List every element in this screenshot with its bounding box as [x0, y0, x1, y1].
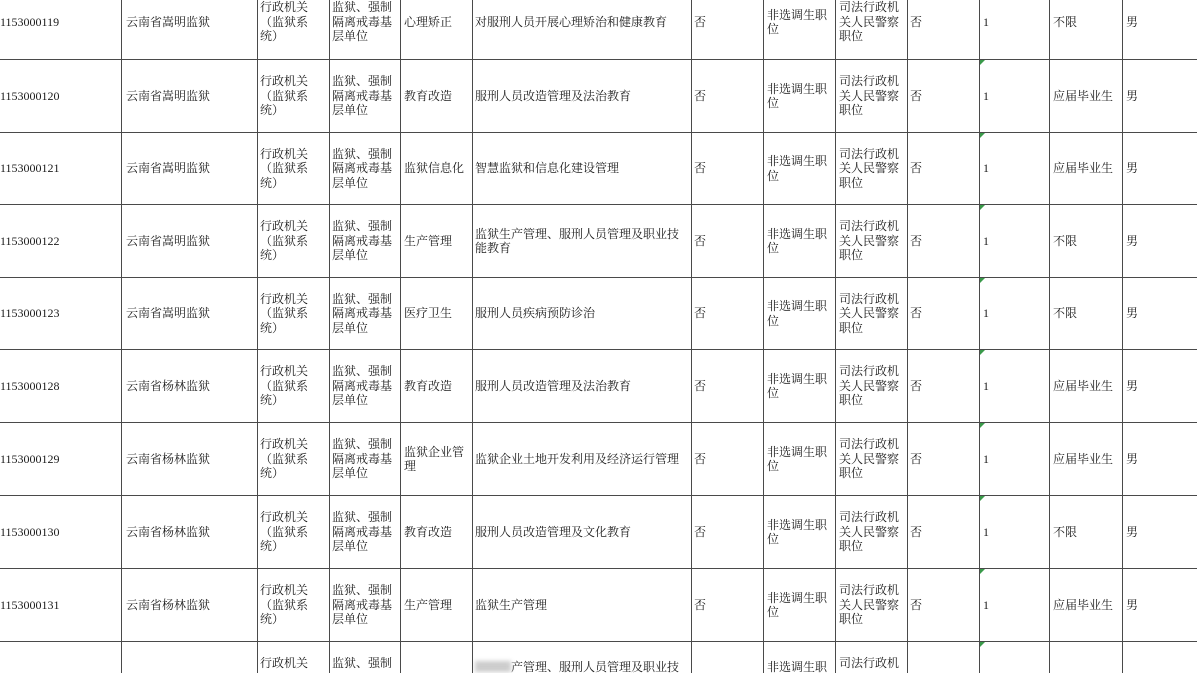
cell-text: 司法行政机 关人民警察 职位 — [839, 510, 900, 554]
cell-text: 生产管理 — [404, 233, 453, 248]
position-name-cell — [401, 423, 473, 496]
flag-cell — [908, 423, 980, 496]
police-type-cell — [836, 350, 908, 423]
cell-text: 男 — [1126, 451, 1139, 466]
cell-text: 否 — [694, 88, 707, 103]
headcount-cell — [980, 133, 1050, 205]
cell-text: 非选调生职 位 — [767, 371, 828, 400]
cell-text: 行政机关 （监狱系 统） — [260, 0, 309, 44]
cell-text: 否 — [694, 233, 707, 248]
cell-text: 应届毕业生 — [1053, 88, 1114, 103]
cell-text: 男 — [1126, 378, 1139, 393]
table-row — [0, 205, 1197, 278]
unit-type-cell — [258, 569, 330, 642]
cell-text: 1 — [983, 306, 989, 321]
cell-text: 云南省嵩明监狱 — [126, 233, 211, 248]
unit-level-cell — [330, 205, 401, 278]
cell-text: 监狱、强制 隔离戒毒基 层单位 — [332, 74, 393, 118]
cell-text: 对服刑人员开展心理矫治和健康教育 — [475, 14, 668, 29]
flag-cell — [692, 60, 764, 133]
cell-text: 行政机关 （监狱系 统） — [260, 583, 309, 627]
unit-type-cell — [258, 496, 330, 569]
position-code-cell — [0, 569, 122, 642]
cell-text: 否 — [910, 451, 923, 466]
cell-text: 1 — [983, 88, 989, 103]
education-cell — [1050, 642, 1123, 673]
cell-text: 司法行政机 关人民警察 职位 — [839, 146, 900, 190]
cell-text: 否 — [910, 306, 923, 321]
cell-text: 云南省嵩明监狱 — [126, 14, 211, 29]
cell-text: 行政机关 （监狱系 统） — [260, 146, 309, 190]
cell-text: 1153000123 — [0, 306, 60, 321]
cell-text: 男 — [1126, 524, 1139, 539]
cell-text: 非选调生职 位 — [767, 7, 828, 36]
blurred-text-smudge — [475, 661, 511, 672]
cell-text: 应届毕业生 — [1053, 378, 1114, 393]
cell-text: 监狱企业管 理 — [404, 444, 465, 473]
cell-text: 行政机关 （监狱系 统） — [260, 219, 309, 263]
police-type-cell — [836, 569, 908, 642]
position-code-cell — [0, 0, 122, 60]
recruit-type-cell — [764, 278, 836, 350]
unit-name-cell — [122, 205, 258, 278]
headcount-cell — [980, 642, 1050, 673]
cell-text: 非选调生职 位 — [767, 81, 828, 110]
unit-name-cell — [122, 569, 258, 642]
flag-cell — [908, 278, 980, 350]
cell-text: 智慧监狱和信息化建设管理 — [475, 161, 620, 176]
cell-text: 监狱企业土地开发利用及经济运行管理 — [475, 451, 680, 466]
duties-cell — [473, 205, 692, 278]
education-cell — [1050, 496, 1123, 569]
cell-text: 监狱信息化 — [404, 161, 465, 176]
cell-text: 否 — [694, 306, 707, 321]
cell-text: 司法行政机 关人民警察 职位 — [839, 583, 900, 627]
unit-level-cell — [330, 496, 401, 569]
cell-text: 否 — [910, 161, 923, 176]
cell-text: 男 — [1126, 161, 1139, 176]
unit-level-cell — [330, 569, 401, 642]
cell-text: 否 — [910, 597, 923, 612]
error-indicator-icon — [980, 569, 985, 574]
cell-text: 云南省杨林监狱 — [126, 451, 211, 466]
headcount-cell — [980, 496, 1050, 569]
flag-cell — [692, 278, 764, 350]
cell-text: 监狱、强制 隔离戒毒基 层单位 — [332, 364, 393, 408]
unit-level-cell — [330, 0, 401, 60]
recruit-type-cell — [764, 496, 836, 569]
cell-text: 云南省嵩明监狱 — [126, 161, 211, 176]
cell-text: 监狱、强制 — [332, 656, 393, 670]
cell-text: 否 — [694, 451, 707, 466]
cell-text: 否 — [910, 88, 923, 103]
cell-text: 监狱、强制 隔离戒毒基 层单位 — [332, 146, 393, 190]
duties-cell — [473, 642, 692, 673]
cell-text: 监狱生产管理 — [475, 597, 548, 612]
cell-text: 行政机关 （监狱系 统） — [260, 437, 309, 481]
cell-text: 监狱、强制 隔离戒毒基 层单位 — [332, 291, 393, 335]
gender-cell — [1123, 278, 1197, 350]
cell-text: 司法行政机 关人民警察 职位 — [839, 291, 900, 335]
cell-text: 1 — [983, 14, 989, 29]
recruit-type-cell — [764, 423, 836, 496]
unit-type-cell — [258, 133, 330, 205]
error-indicator-icon — [980, 642, 985, 647]
table-row — [0, 350, 1197, 423]
recruit-type-cell — [764, 205, 836, 278]
cell-text: 非选调生职 位 — [767, 226, 828, 255]
position-code-cell — [0, 278, 122, 350]
cell-text: 1153000119 — [0, 14, 60, 29]
cell-text: 司法行政机 — [839, 656, 900, 670]
education-cell — [1050, 278, 1123, 350]
cell-text: 行政机关 （监狱系 统） — [260, 291, 309, 335]
cell-text: 司法行政机 关人民警察 职位 — [839, 74, 900, 118]
gender-cell — [1123, 496, 1197, 569]
gender-cell — [1123, 642, 1197, 673]
position-name-cell — [401, 133, 473, 205]
education-cell — [1050, 60, 1123, 133]
cell-text: 1153000131 — [0, 597, 60, 612]
cell-text: 服刑人员改造管理及法治教育 — [475, 378, 632, 393]
cell-text: 不限 — [1053, 524, 1078, 539]
flag-cell — [692, 569, 764, 642]
unit-type-cell — [258, 423, 330, 496]
headcount-cell — [980, 60, 1050, 133]
unit-name-cell — [122, 278, 258, 350]
cell-text: 教育改造 — [404, 378, 453, 393]
gender-cell — [1123, 569, 1197, 642]
position-name-cell — [401, 569, 473, 642]
cell-text: 产管理、服刑人员管理及职业技 — [511, 660, 680, 673]
cell-text: 非选调生职 — [767, 660, 828, 673]
error-indicator-icon — [980, 205, 985, 210]
education-cell — [1050, 569, 1123, 642]
cell-text: 1153000120 — [0, 88, 60, 103]
unit-name-cell — [122, 350, 258, 423]
flag-cell — [692, 496, 764, 569]
cell-text: 1 — [983, 524, 989, 539]
cell-text: 否 — [910, 233, 923, 248]
cell-text: 非选调生职 位 — [767, 444, 828, 473]
police-type-cell — [836, 278, 908, 350]
cell-text: 监狱生产管理、服刑人员管理及职业技 能教育 — [475, 226, 680, 255]
cell-text: 否 — [694, 14, 707, 29]
unit-level-cell — [330, 278, 401, 350]
cell-text: 不限 — [1053, 14, 1078, 29]
cell-text: 云南省嵩明监狱 — [126, 88, 211, 103]
cell-text: 否 — [910, 524, 923, 539]
headcount-cell — [980, 278, 1050, 350]
cell-text: 监狱、强制 隔离戒毒基 层单位 — [332, 437, 393, 481]
flag-cell — [908, 350, 980, 423]
flag-cell — [908, 496, 980, 569]
cell-text: 1153000121 — [0, 161, 60, 176]
cell-text: 生产管理 — [404, 597, 453, 612]
flag-cell — [908, 642, 980, 673]
table-row-partial — [0, 642, 1197, 673]
education-cell — [1050, 0, 1123, 60]
cell-text: 1 — [983, 233, 989, 248]
cell-text: 否 — [694, 161, 707, 176]
unit-level-cell — [330, 60, 401, 133]
cell-text: 行政机关 （监狱系 统） — [260, 74, 309, 118]
position-name-cell — [401, 205, 473, 278]
cell-text: 行政机关 （监狱系 统） — [260, 364, 309, 408]
cell-text: 云南省杨林监狱 — [126, 524, 211, 539]
cell-text: 1 — [983, 161, 989, 176]
unit-name-cell — [122, 496, 258, 569]
unit-level-cell — [330, 423, 401, 496]
headcount-cell — [980, 205, 1050, 278]
flag-cell — [908, 205, 980, 278]
cell-text: 行政机关 （监狱系 统） — [260, 510, 309, 554]
position-name-cell — [401, 496, 473, 569]
cell-text: 1153000129 — [0, 451, 60, 466]
police-type-cell — [836, 496, 908, 569]
cell-text: 司法行政机 关人民警察 职位 — [839, 219, 900, 263]
duties-cell — [473, 350, 692, 423]
error-indicator-icon — [980, 278, 985, 283]
cell-text: 1 — [983, 378, 989, 393]
flag-cell — [908, 133, 980, 205]
gender-cell — [1123, 60, 1197, 133]
duties-cell — [473, 0, 692, 60]
error-indicator-icon — [980, 350, 985, 355]
cell-text: 监狱、强制 隔离戒毒基 层单位 — [332, 583, 393, 627]
unit-name-cell — [122, 0, 258, 60]
error-indicator-icon — [980, 133, 985, 138]
table-row — [0, 569, 1197, 642]
position-name-cell — [401, 642, 473, 673]
police-type-cell — [836, 60, 908, 133]
unit-level-cell — [330, 133, 401, 205]
police-type-cell — [836, 205, 908, 278]
unit-name-cell — [122, 133, 258, 205]
unit-level-cell — [330, 350, 401, 423]
cell-text: 教育改造 — [404, 88, 453, 103]
recruit-type-cell — [764, 642, 836, 673]
cell-text: 教育改造 — [404, 524, 453, 539]
cell-text: 男 — [1126, 597, 1139, 612]
flag-cell — [692, 205, 764, 278]
flag-cell — [692, 642, 764, 673]
duties-cell — [473, 496, 692, 569]
error-indicator-icon — [980, 60, 985, 65]
cell-text: 男 — [1126, 14, 1139, 29]
flag-cell — [908, 569, 980, 642]
cell-text: 司法行政机 关人民警察 职位 — [839, 0, 900, 44]
headcount-cell — [980, 569, 1050, 642]
unit-name-cell — [122, 642, 258, 673]
education-cell — [1050, 133, 1123, 205]
recruit-type-cell — [764, 569, 836, 642]
position-name-cell — [401, 278, 473, 350]
cell-text: 司法行政机 关人民警察 职位 — [839, 364, 900, 408]
cell-text: 心理矫正 — [404, 14, 453, 29]
cell-text: 服刑人员疾病预防诊治 — [475, 306, 596, 321]
cell-text: 应届毕业生 — [1053, 161, 1114, 176]
cell-text: 云南省杨林监狱 — [126, 378, 211, 393]
duties-cell — [473, 569, 692, 642]
position-code-cell — [0, 133, 122, 205]
gender-cell — [1123, 0, 1197, 60]
cell-text: 服刑人员改造管理及法治教育 — [475, 88, 632, 103]
cell-text: 监狱、强制 隔离戒毒基 层单位 — [332, 0, 393, 44]
recruit-type-cell — [764, 350, 836, 423]
position-code-cell — [0, 350, 122, 423]
police-type-cell — [836, 133, 908, 205]
unit-type-cell — [258, 278, 330, 350]
gender-cell — [1123, 423, 1197, 496]
cell-text: 应届毕业生 — [1053, 451, 1114, 466]
position-code-cell — [0, 642, 122, 673]
position-code-cell — [0, 496, 122, 569]
table-row — [0, 0, 1197, 60]
police-type-cell — [836, 642, 908, 673]
flag-cell — [692, 423, 764, 496]
cell-text: 否 — [694, 524, 707, 539]
duties-cell — [473, 423, 692, 496]
table-row — [0, 133, 1197, 205]
cell-text: 监狱、强制 隔离戒毒基 层单位 — [332, 510, 393, 554]
cell-text: 不限 — [1053, 306, 1078, 321]
duties-cell — [473, 60, 692, 133]
cell-text: 否 — [694, 597, 707, 612]
cell-text: 否 — [910, 14, 923, 29]
cell-text: 男 — [1126, 306, 1139, 321]
cell-text: 男 — [1126, 233, 1139, 248]
unit-type-cell — [258, 350, 330, 423]
unit-type-cell — [258, 0, 330, 60]
cell-text: 1 — [983, 451, 989, 466]
cell-text: 否 — [694, 378, 707, 393]
error-indicator-icon — [980, 496, 985, 501]
cell-text: 云南省嵩明监狱 — [126, 306, 211, 321]
cell-text: 服刑人员改造管理及文化教育 — [475, 524, 632, 539]
flag-cell — [692, 350, 764, 423]
education-cell — [1050, 205, 1123, 278]
unit-level-cell — [330, 642, 401, 673]
flag-cell — [908, 0, 980, 60]
cell-text: 男 — [1126, 88, 1139, 103]
education-cell — [1050, 423, 1123, 496]
position-name-cell — [401, 0, 473, 60]
unit-type-cell — [258, 60, 330, 133]
cell-text: 行政机关 — [260, 656, 309, 670]
cell-text: 非选调生职 位 — [767, 299, 828, 328]
cell-text: 非选调生职 位 — [767, 590, 828, 619]
cell-text: 应届毕业生 — [1053, 597, 1114, 612]
recruit-type-cell — [764, 133, 836, 205]
cell-text: 1 — [983, 597, 989, 612]
cell-text: 非选调生职 位 — [767, 154, 828, 183]
position-code-cell — [0, 60, 122, 133]
position-code-cell — [0, 205, 122, 278]
headcount-cell — [980, 350, 1050, 423]
recruit-type-cell — [764, 60, 836, 133]
gender-cell — [1123, 133, 1197, 205]
table-row — [0, 496, 1197, 569]
cell-text: 1153000128 — [0, 378, 60, 393]
flag-cell — [692, 133, 764, 205]
unit-name-cell — [122, 60, 258, 133]
position-name-cell — [401, 60, 473, 133]
cell-text: 1153000130 — [0, 524, 60, 539]
recruit-type-cell — [764, 0, 836, 60]
position-name-cell — [401, 350, 473, 423]
cell-text: 否 — [910, 378, 923, 393]
flag-cell — [908, 60, 980, 133]
unit-type-cell — [258, 205, 330, 278]
flag-cell — [692, 0, 764, 60]
cell-text: 医疗卫生 — [404, 306, 453, 321]
error-indicator-icon — [980, 423, 985, 428]
cell-text: 司法行政机 关人民警察 职位 — [839, 437, 900, 481]
cell-text: 不限 — [1053, 233, 1078, 248]
education-cell — [1050, 350, 1123, 423]
unit-type-cell — [258, 642, 330, 673]
cell-text: 1153000122 — [0, 233, 60, 248]
gender-cell — [1123, 350, 1197, 423]
table-row — [0, 60, 1197, 133]
cell-text: 非选调生职 位 — [767, 517, 828, 546]
duties-cell — [473, 133, 692, 205]
cell-text: 监狱、强制 隔离戒毒基 层单位 — [332, 219, 393, 263]
headcount-cell — [980, 0, 1050, 60]
table-row — [0, 423, 1197, 496]
police-type-cell — [836, 423, 908, 496]
unit-name-cell — [122, 423, 258, 496]
headcount-cell — [980, 423, 1050, 496]
police-type-cell — [836, 0, 908, 60]
position-code-cell — [0, 423, 122, 496]
cell-text: 云南省杨林监狱 — [126, 597, 211, 612]
duties-cell — [473, 278, 692, 350]
table-row — [0, 278, 1197, 350]
gender-cell — [1123, 205, 1197, 278]
